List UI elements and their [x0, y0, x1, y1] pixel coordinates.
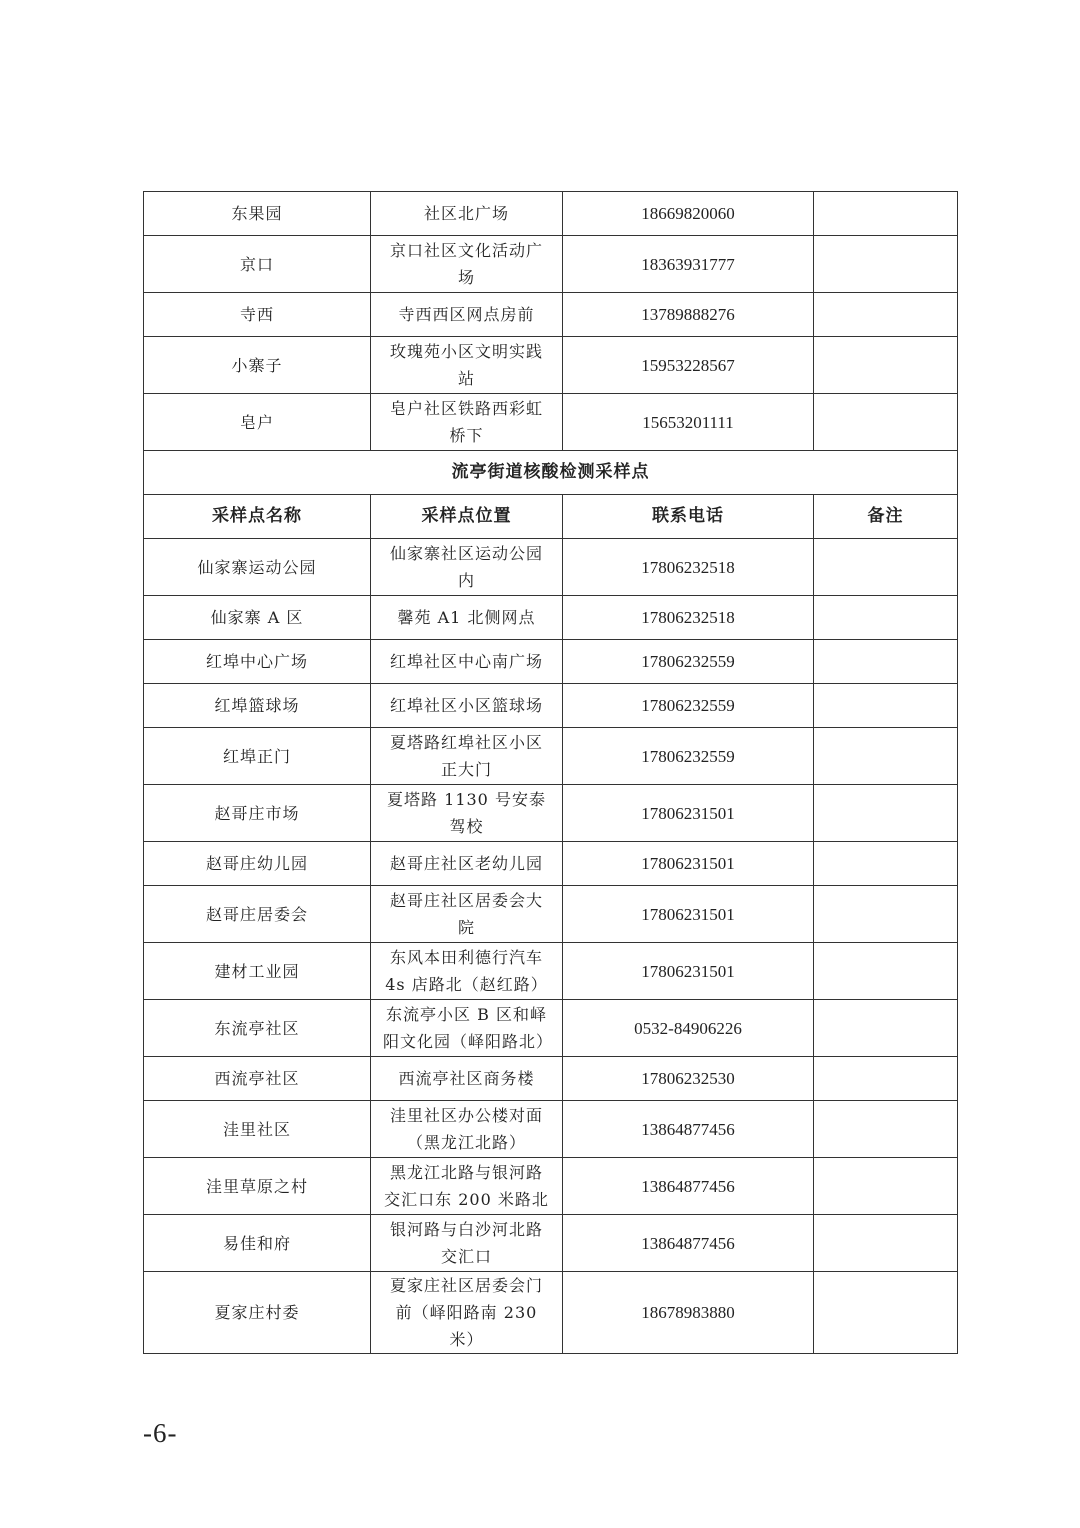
- site-note-cell: [814, 596, 958, 640]
- site-location-cell: 京口社区文化活动广场: [371, 236, 563, 293]
- site-location-cell: 社区北广场: [371, 192, 563, 236]
- section-title-row: [144, 451, 958, 495]
- site-name-cell: 赵哥庄幼儿园: [144, 842, 371, 886]
- site-note-cell: [814, 1101, 958, 1158]
- table-row: [144, 785, 958, 842]
- site-note-cell: [814, 1000, 958, 1057]
- site-phone-cell: 13789888276: [563, 293, 814, 337]
- table-row: [144, 539, 958, 596]
- site-name-cell: 赵哥庄市场: [144, 785, 371, 842]
- table-row: [144, 236, 958, 293]
- site-phone-cell: 17806231501: [563, 886, 814, 943]
- table-row: [144, 1101, 958, 1158]
- site-name-cell: 红埠中心广场: [144, 640, 371, 684]
- table-row: [144, 337, 958, 394]
- site-location-cell: 红埠社区中心南广场: [371, 640, 563, 684]
- site-note-cell: [814, 192, 958, 236]
- site-name-cell: 仙家寨运动公园: [144, 539, 371, 596]
- table-row: [144, 684, 958, 728]
- table-row: [144, 1215, 958, 1272]
- header-site-name: 采样点名称: [144, 495, 371, 539]
- site-note-cell: [814, 785, 958, 842]
- site-location-cell: 皂户社区铁路西彩虹桥下: [371, 394, 563, 451]
- site-location-cell: 赵哥庄社区老幼儿园: [371, 842, 563, 886]
- table-row: [144, 192, 958, 236]
- site-phone-cell: 18669820060: [563, 192, 814, 236]
- header-note: 备注: [814, 495, 958, 539]
- table-row: [144, 1272, 958, 1354]
- site-location-cell: 玫瑰苑小区文明实践站: [371, 337, 563, 394]
- site-name-cell: 仙家寨 A 区: [144, 596, 371, 640]
- site-phone-cell: 18363931777: [563, 236, 814, 293]
- table-row: [144, 886, 958, 943]
- site-phone-cell: 15953228567: [563, 337, 814, 394]
- site-note-cell: [814, 943, 958, 1000]
- site-note-cell: [814, 539, 958, 596]
- site-phone-cell: 0532-84906226: [563, 1000, 814, 1057]
- site-location-cell: 夏塔路红埠社区小区正大门: [371, 728, 563, 785]
- site-name-cell: 皂户: [144, 394, 371, 451]
- sampling-sites-table: [143, 191, 958, 1354]
- site-name-cell: 红埠正门: [144, 728, 371, 785]
- site-location-cell: 黑龙江北路与银河路交汇口东 200 米路北: [371, 1158, 563, 1215]
- site-phone-cell: 17806231501: [563, 842, 814, 886]
- site-name-cell: 洼里草原之村: [144, 1158, 371, 1215]
- site-location-cell: 东风本田利德行汽车4s 店路北（赵红路）: [371, 943, 563, 1000]
- site-location-cell: 西流亭社区商务楼: [371, 1057, 563, 1101]
- site-name-cell: 东果园: [144, 192, 371, 236]
- site-name-cell: 洼里社区: [144, 1101, 371, 1158]
- site-note-cell: [814, 640, 958, 684]
- site-note-cell: [814, 684, 958, 728]
- site-location-cell: 银河路与白沙河北路交汇口: [371, 1215, 563, 1272]
- site-phone-cell: 13864877456: [563, 1158, 814, 1215]
- site-note-cell: [814, 293, 958, 337]
- site-phone-cell: 17806231501: [563, 785, 814, 842]
- table-row: [144, 728, 958, 785]
- site-phone-cell: 13864877456: [563, 1101, 814, 1158]
- site-phone-cell: 17806232518: [563, 596, 814, 640]
- site-name-cell: 寺西: [144, 293, 371, 337]
- site-phone-cell: 15653201111: [563, 394, 814, 451]
- site-name-cell: 西流亭社区: [144, 1057, 371, 1101]
- page-number: -6-: [143, 1418, 178, 1448]
- site-note-cell: [814, 1215, 958, 1272]
- site-location-cell: 仙家寨社区运动公园内: [371, 539, 563, 596]
- site-location-cell: 东流亭小区 B 区和峄阳文化园（峄阳路北）: [371, 1000, 563, 1057]
- site-note-cell: [814, 236, 958, 293]
- site-note-cell: [814, 886, 958, 943]
- site-name-cell: 小寨子: [144, 337, 371, 394]
- header-site-location: 采样点位置: [371, 495, 563, 539]
- site-location-cell: 夏塔路 1130 号安泰驾校: [371, 785, 563, 842]
- site-name-cell: 夏家庄村委: [144, 1272, 371, 1354]
- table-row: [144, 1057, 958, 1101]
- site-name-cell: 京口: [144, 236, 371, 293]
- site-note-cell: [814, 842, 958, 886]
- site-note-cell: [814, 394, 958, 451]
- site-phone-cell: 17806232559: [563, 684, 814, 728]
- site-name-cell: 建材工业园: [144, 943, 371, 1000]
- table-row: [144, 1000, 958, 1057]
- site-name-cell: 东流亭社区: [144, 1000, 371, 1057]
- table-row: [144, 943, 958, 1000]
- site-note-cell: [814, 1057, 958, 1101]
- site-phone-cell: 17806232530: [563, 1057, 814, 1101]
- site-name-cell: 红埠篮球场: [144, 684, 371, 728]
- site-location-cell: 红埠社区小区篮球场: [371, 684, 563, 728]
- site-location-cell: 洼里社区办公楼对面（黑龙江北路）: [371, 1101, 563, 1158]
- site-note-cell: [814, 1272, 958, 1354]
- site-phone-cell: 13864877456: [563, 1215, 814, 1272]
- site-phone-cell: 18678983880: [563, 1272, 814, 1354]
- table-header-row: [144, 495, 958, 539]
- site-note-cell: [814, 1158, 958, 1215]
- site-location-cell: 馨苑 A1 北侧网点: [371, 596, 563, 640]
- table-row: [144, 596, 958, 640]
- site-name-cell: 赵哥庄居委会: [144, 886, 371, 943]
- site-note-cell: [814, 337, 958, 394]
- header-phone: 联系电话: [563, 495, 814, 539]
- table-row: [144, 1158, 958, 1215]
- table-row: [144, 394, 958, 451]
- site-location-cell: 寺西西区网点房前: [371, 293, 563, 337]
- site-name-cell: 易佳和府: [144, 1215, 371, 1272]
- table-row: [144, 640, 958, 684]
- site-phone-cell: 17806232559: [563, 640, 814, 684]
- site-note-cell: [814, 728, 958, 785]
- site-location-cell: 赵哥庄社区居委会大院: [371, 886, 563, 943]
- site-location-cell: 夏家庄社区居委会门前（峄阳路南 230 米）: [371, 1272, 563, 1354]
- section-title: 流亭街道核酸检测采样点: [144, 451, 958, 495]
- site-phone-cell: 17806232518: [563, 539, 814, 596]
- table-row: [144, 842, 958, 886]
- table-row: [144, 293, 958, 337]
- site-phone-cell: 17806231501: [563, 943, 814, 1000]
- site-phone-cell: 17806232559: [563, 728, 814, 785]
